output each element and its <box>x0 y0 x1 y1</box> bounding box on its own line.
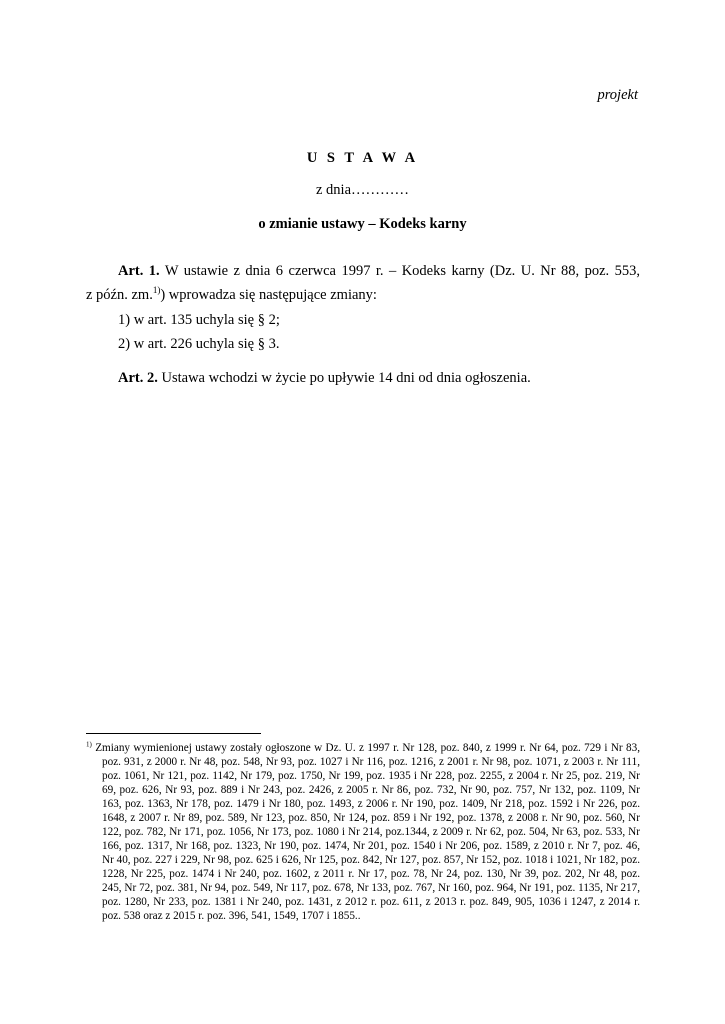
article-1-line-2 <box>86 283 640 307</box>
act-title: U S T A W A <box>306 150 419 166</box>
article-1-line-1 <box>86 259 640 283</box>
footnote-text: Zmiany wymienionej ustawy zostały ogłoszone w Dz. U. z 1997 r. Nr 128, poz. 840, z 1999 r. Nr 64, poz. 729 i Nr 83, poz. 931, z 2000 r. Nr 48, poz. 548, Nr 93, poz. 1027 i Nr 116, poz. 1216, z 2001 r. Nr 98, poz. 1071, z 2003 r. Nr 111, poz. 1061, Nr 121, poz. 1142, Nr 179, poz. 1750, Nr 199, poz. 1935 i Nr 228, poz. 2255, z 2004 r. Nr 25, poz. 219, Nr 69, poz. 626, Nr 93, poz. 889 i Nr 243, poz. 2426, z 2005 r. Nr 86, poz. 732, Nr 90, poz. 757, Nr 132, poz. 1109, Nr 163, poz. 1363, Nr 178, poz. 1479 i Nr 180, poz. 1493, z 2006 r. Nr 190, poz. 1409, Nr 218, poz. 1592 i Nr 226, poz. 1648, z 2007 r. Nr 89, poz. 589, Nr 123, poz. 850, Nr 124, poz. 859 i Nr 192, poz. 1378, z 2008 r. Nr 90, poz. 560, Nr 122, poz. 782, Nr 171, poz. 1056, Nr 173, poz. 1080 i Nr 214, poz.1344, z 2009 r. Nr 62, poz. 504, Nr 63, poz. 533, Nr 166, poz. 1317, Nr 168, poz. 1323, Nr 190, poz. 1474, Nr 201, poz. 1540 i Nr 206, poz. 1589, z 2010 r. Nr 7, poz. 46, Nr 40, poz. 227 i 229, Nr 98, poz. 625 i 626, Nr 125, poz. 842, Nr 127, poz. 857, Nr 152, poz. 1018 i 1021, Nr 182, poz. 1228, Nr 225, poz. 1474 i Nr 240, poz. 1602, z 2011 r. Nr 17, poz. 78, Nr 24, poz. 130, Nr 39, poz. 202, Nr 48, poz. 245, Nr 72, poz. 381, Nr 94, poz. 549, Nr 117, poz. 678, Nr 133, poz. 767, Nr 160, poz. 964, Nr 191, poz. 1135, Nr 217, poz. 1280, Nr 233, poz. 1381 i Nr 240, poz. 1431, z 2012 r. poz. 611, z 2013 r. poz. 849, 905, 1036 i 1247, z 2014 r. poz. 538 oraz z 2015 r. poz. 396, 541, 1549, 1707 i 1855.. <box>91 742 640 922</box>
footnote-reference[interactable]: 1) <box>152 285 161 296</box>
draft-label: projekt <box>597 87 638 103</box>
act-date-line: z dnia………… <box>315 182 410 198</box>
article-1-point-2: 2) w art. 226 uchyla się § 3. <box>118 336 280 352</box>
article-1-text-line-1: W ustawie z dnia 6 czerwca 1997 r. – Kodeks karny (Dz. U. Nr 88, poz. 553, <box>164 263 640 279</box>
article-1-text-line-2-pre: z późn. zm. <box>86 287 153 303</box>
article-2-text: Ustawa wchodzi w życie po upływie 14 dni od dnia ogłoszenia. <box>161 370 531 386</box>
article-2-label: Art. 2. <box>118 370 158 386</box>
footnote-body <box>86 740 640 923</box>
footnote-separator <box>86 733 261 734</box>
article-1-label: Art. 1. <box>118 263 160 279</box>
footnote <box>86 741 640 923</box>
article-1-point-1: 1) w art. 135 uchyla się § 2; <box>118 312 280 328</box>
footnote-mark: 1) <box>86 740 92 749</box>
act-subject: o zmianie ustawy – Kodeks karny <box>258 216 467 232</box>
article-1 <box>86 259 640 307</box>
article-2 <box>118 370 531 387</box>
article-1-text-line-2-post: ) wprowadza się następujące zmiany: <box>160 287 377 303</box>
